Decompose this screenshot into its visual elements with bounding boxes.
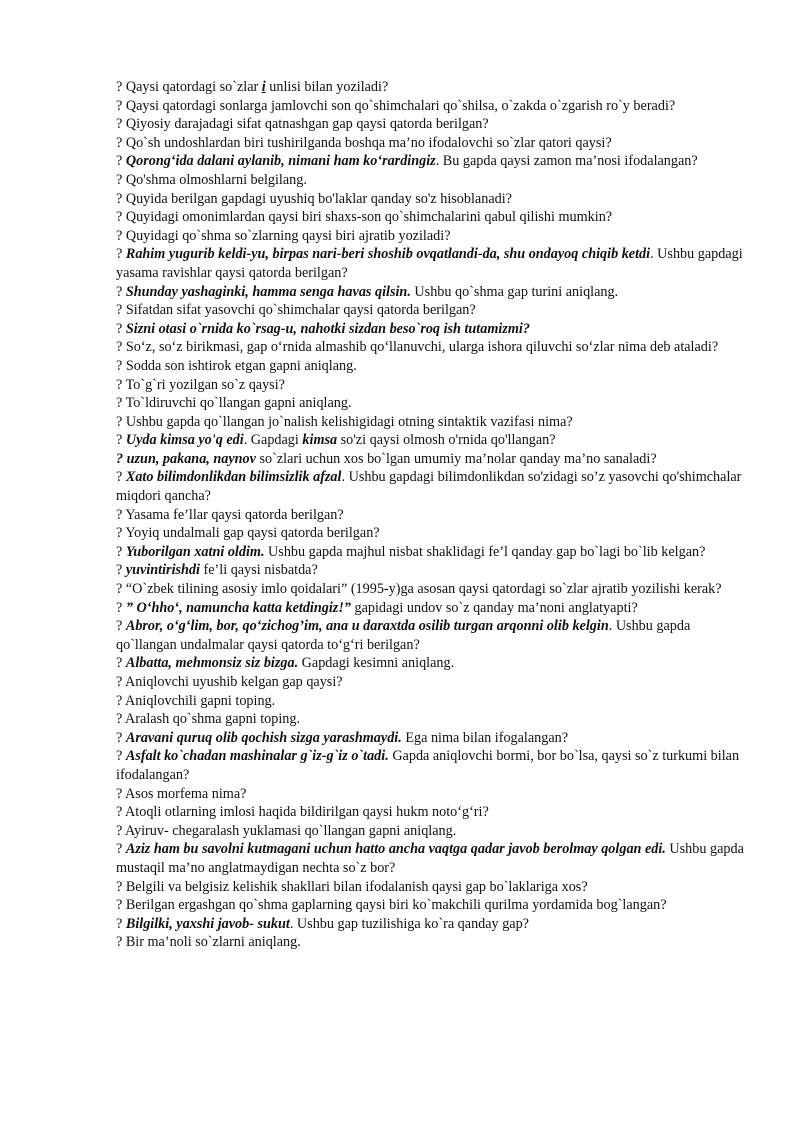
question-text: so'zi qaysi olmosh o'rnida qo'llangan? bbox=[337, 432, 556, 449]
question-text: ? Quyidagi qo`shma so`zlarning qaysi biri ajratib yoziladi? bbox=[116, 227, 451, 244]
question-text: ? Sifatdan sifat yasovchi qo`shimchalar qaysi qatorda berilgan? bbox=[116, 302, 476, 319]
question-item bbox=[116, 506, 750, 525]
question-text: ? Aniqlovchili gapni toping. bbox=[116, 692, 276, 709]
emphasized-text: Rahim yugurib keldi-yu, birpas nari-beri shoshib ovqatlandi-da, shu ondayoq chiqib ketdi bbox=[125, 246, 651, 263]
question-text: ? Qaysi qatordagi so`zlar bbox=[116, 79, 262, 95]
emphasized-text: Abror, o‘g‘lim, bor, qo‘zichog’im, ana u daraxtda osilib turgan arqonni olib kelgin bbox=[125, 618, 609, 635]
question-text: ? Qo`sh undoshlardan biri tushirilganda boshqa ma’no ifodalovchi so`zlar qatori qaysi? bbox=[116, 134, 612, 151]
question-text: ? Yasama fe’llar qaysi qatorda berilgan? bbox=[116, 506, 344, 523]
question-text: ? bbox=[116, 915, 126, 932]
question-text: Gapdagi kesimni aniqlang. bbox=[298, 655, 455, 672]
question-item bbox=[116, 413, 750, 432]
question-item bbox=[116, 729, 750, 748]
question-text: Ushbu qo`shma gap turini aniqlang. bbox=[410, 283, 619, 300]
question-item bbox=[116, 561, 750, 580]
emphasized-text: Sizni otasi o`rnida ko`rsag-u, nahotki sizdan beso`roq ish tutamizmi? bbox=[125, 320, 530, 337]
emphasized-text: Xato bilimdonlikdan bilimsizlik afzal bbox=[125, 469, 342, 486]
question-item bbox=[116, 208, 750, 227]
question-item bbox=[116, 933, 750, 952]
question-item bbox=[116, 320, 750, 339]
emphasized-text: ” O‘hho‘, namuncha katta ketdingiz!” bbox=[125, 599, 351, 616]
question-item bbox=[116, 97, 750, 116]
question-text: Ushbu gapda majhul nisbat shaklidagi fe’l qanday gap bo`lagi bo`lib kelgan? bbox=[264, 543, 706, 560]
question-text: so`zlari uchun xos bo`lgan umumiy ma’nolar qanday ma’no sanaladi? bbox=[255, 450, 657, 467]
question-item bbox=[116, 524, 750, 543]
question-item bbox=[116, 301, 750, 320]
emphasized-text: Asfalt ko`chadan mashinalar g`iz-g`iz o`tadi. bbox=[125, 748, 389, 765]
question-item bbox=[116, 431, 750, 450]
question-item bbox=[116, 840, 750, 877]
question-text: . Gapdagi bbox=[243, 432, 303, 449]
question-item bbox=[116, 338, 750, 357]
emphasized-text: i bbox=[261, 79, 266, 95]
question-item bbox=[116, 822, 750, 841]
question-text: . Ushbu gapda qo`llangan undalmalar qaysi qatorda to‘g‘ri berilgan? bbox=[116, 618, 691, 653]
question-text: ? Ushbu gapda qo`llangan jo`nalish kelishigidagi otning sintaktik vazifasi nima? bbox=[116, 413, 573, 430]
question-item bbox=[116, 78, 750, 97]
question-item bbox=[116, 171, 750, 190]
question-text: . Bu gapda qaysi zamon ma’nosi ifodalangan? bbox=[435, 153, 698, 170]
question-text: ? Qaysi qatordagi sonlarga jamlovchi son qo`shimchalari qo`shilsa, o`zakda o`zgarish ro`y beradi? bbox=[116, 97, 676, 114]
question-item bbox=[116, 152, 750, 171]
question-text: ? bbox=[116, 599, 126, 616]
question-item bbox=[116, 190, 750, 209]
question-text: ? bbox=[116, 562, 126, 579]
question-item bbox=[116, 692, 750, 711]
question-text: ? So‘z, so‘z birikmasi, gap o‘rnida almashib qo‘llanuvchi, ularga ishora qiluvchi so‘zlar nima deb ataladi? bbox=[116, 339, 719, 356]
question-item bbox=[116, 227, 750, 246]
question-text: ? bbox=[116, 729, 126, 746]
question-text: gapidagi undov so`z qanday ma’noni anglatyapti? bbox=[350, 599, 638, 616]
question-text: ? Qiyosiy darajadagi sifat qatnashgan gap qaysi qatorda berilgan? bbox=[116, 116, 489, 133]
question-text: ? bbox=[116, 469, 126, 486]
question-item bbox=[116, 599, 750, 618]
question-text: ? Ayiruv- chegaralash yuklamasi qo`llangan gapni aniqlang. bbox=[116, 822, 457, 839]
question-text: ? bbox=[116, 432, 126, 449]
question-item bbox=[116, 803, 750, 822]
question-item bbox=[116, 654, 750, 673]
question-text: ? bbox=[116, 841, 126, 858]
question-text: ? Belgili va belgisiz kelishik shakllari bilan ifodalanish qaysi gap bo`laklariga xos? bbox=[116, 878, 588, 895]
question-text: Ega nima bilan ifogalangan? bbox=[401, 729, 569, 746]
question-text: ? Sodda son ishtirok etgan gapni aniqlang. bbox=[116, 357, 357, 374]
question-item bbox=[116, 580, 750, 599]
question-text: ? bbox=[116, 283, 126, 300]
question-text: ? Bir ma’noli so`zlarni aniqlang. bbox=[116, 934, 301, 951]
question-item bbox=[116, 896, 750, 915]
emphasized-text: Yuborilgan xatni oldim. bbox=[125, 543, 265, 560]
question-text: ? Qo'shma olmoshlarni belgilang. bbox=[116, 171, 307, 188]
question-text: Gapda aniqlovchi bormi, bor bo`lsa, qaysi so`z turkumi bilan ifodalangan? bbox=[116, 748, 740, 783]
question-text: ? Quyidagi omonimlardan qaysi biri shaxs-son qo`shimchalarini qabul qilishi mumkin? bbox=[116, 209, 613, 226]
question-text: ? bbox=[116, 655, 126, 672]
question-item bbox=[116, 747, 750, 784]
emphasized-text: Albatta, mehmonsiz siz bizga. bbox=[125, 655, 299, 672]
emphasized-text: Bilgilki, yaxshi javob- sukut bbox=[125, 915, 290, 932]
question-item bbox=[116, 878, 750, 897]
question-text: ? Berilgan ergashgan qo`shma gaplarning qaysi biri ko`makchili qurilma yordamida bog`langan? bbox=[116, 897, 667, 914]
question-item bbox=[116, 543, 750, 562]
question-item bbox=[116, 357, 750, 376]
emphasized-text: ? uzun, pakana, naynov bbox=[116, 450, 256, 467]
question-text: . Ushbu gapdagi bilimdonlikdan so'zidagi so’z yasovchi qo'shimchalar miqdori qancha? bbox=[116, 469, 742, 505]
question-text: ? To`g`ri yozilgan so`z qaysi? bbox=[116, 376, 285, 393]
question-text: ? Quyida berilgan gapdagi uyushiq bo'laklar qanday so'z hisoblanadi? bbox=[116, 190, 512, 207]
question-text: ? “O`zbek tilining asosiy imlo qoidalari” (1995-y)ga asosan qaysi qatordagi so`zlar ajratib yozilishi kerak? bbox=[116, 581, 722, 598]
question-text: ? Aniqlovchi uyushib kelgan gap qaysi? bbox=[116, 674, 343, 690]
question-item bbox=[116, 283, 750, 302]
emphasized-text: Aravani quruq olib qochish sizga yarashmaydi. bbox=[125, 729, 402, 746]
question-text: ? To`ldiruvchi qo`llangan gapni aniqlang. bbox=[116, 395, 352, 412]
question-item bbox=[116, 376, 750, 395]
question-text: ? bbox=[116, 153, 126, 170]
question-item bbox=[116, 785, 750, 804]
emphasized-text: kimsa bbox=[302, 432, 338, 449]
emphasized-text: yuvintirishdi bbox=[125, 562, 200, 579]
question-text: ? Asos morfema nima? bbox=[116, 785, 247, 802]
question-text: . Ushbu gapdagi yasama ravishlar qaysi qatorda berilgan? bbox=[116, 246, 743, 281]
question-item bbox=[116, 134, 750, 153]
emphasized-text: Qorong‘ida dalani aylanib, nimani ham ko‘rardingiz bbox=[125, 153, 436, 170]
question-item bbox=[116, 673, 750, 692]
question-item bbox=[116, 468, 750, 505]
question-item bbox=[116, 245, 750, 282]
question-item bbox=[116, 394, 750, 413]
question-item bbox=[116, 115, 750, 134]
question-text: unlisi bilan yoziladi? bbox=[265, 79, 389, 95]
question-item bbox=[116, 915, 750, 934]
question-item bbox=[116, 617, 750, 654]
question-item bbox=[116, 450, 750, 469]
question-text: . Ushbu gap tuzilishiga ko`ra qanday gap? bbox=[289, 915, 529, 932]
question-text: ? bbox=[116, 320, 126, 337]
question-text: fe’li qaysi nisbatda? bbox=[199, 562, 318, 579]
question-text: ? Yoyiq undalmali gap qaysi qatorda berilgan? bbox=[116, 525, 380, 542]
question-text: ? bbox=[116, 748, 126, 765]
question-text: ? Aralash qo`shma gapni toping. bbox=[116, 711, 301, 728]
emphasized-text: Uyda kimsa yo'q edi bbox=[125, 432, 244, 449]
emphasized-text: Aziz ham bu savolni kutmagani uchun hatto ancha vaqtga qadar javob berolmay qolgan edi. bbox=[125, 841, 666, 858]
question-text: ? bbox=[116, 543, 126, 560]
question-text: ? Atoqli otlarning imlosi haqida bildirilgan qaysi hukm noto‘g‘ri? bbox=[116, 804, 489, 821]
question-text: ? bbox=[116, 618, 126, 635]
question-text: Ushbu gapda mustaqil ma’no anglatmaydigan nechta so`z bor? bbox=[116, 841, 744, 876]
question-text: ? bbox=[116, 246, 126, 263]
question-item bbox=[116, 710, 750, 729]
emphasized-text: Shunday yashaginki, hamma senga havas qilsin. bbox=[125, 283, 411, 300]
